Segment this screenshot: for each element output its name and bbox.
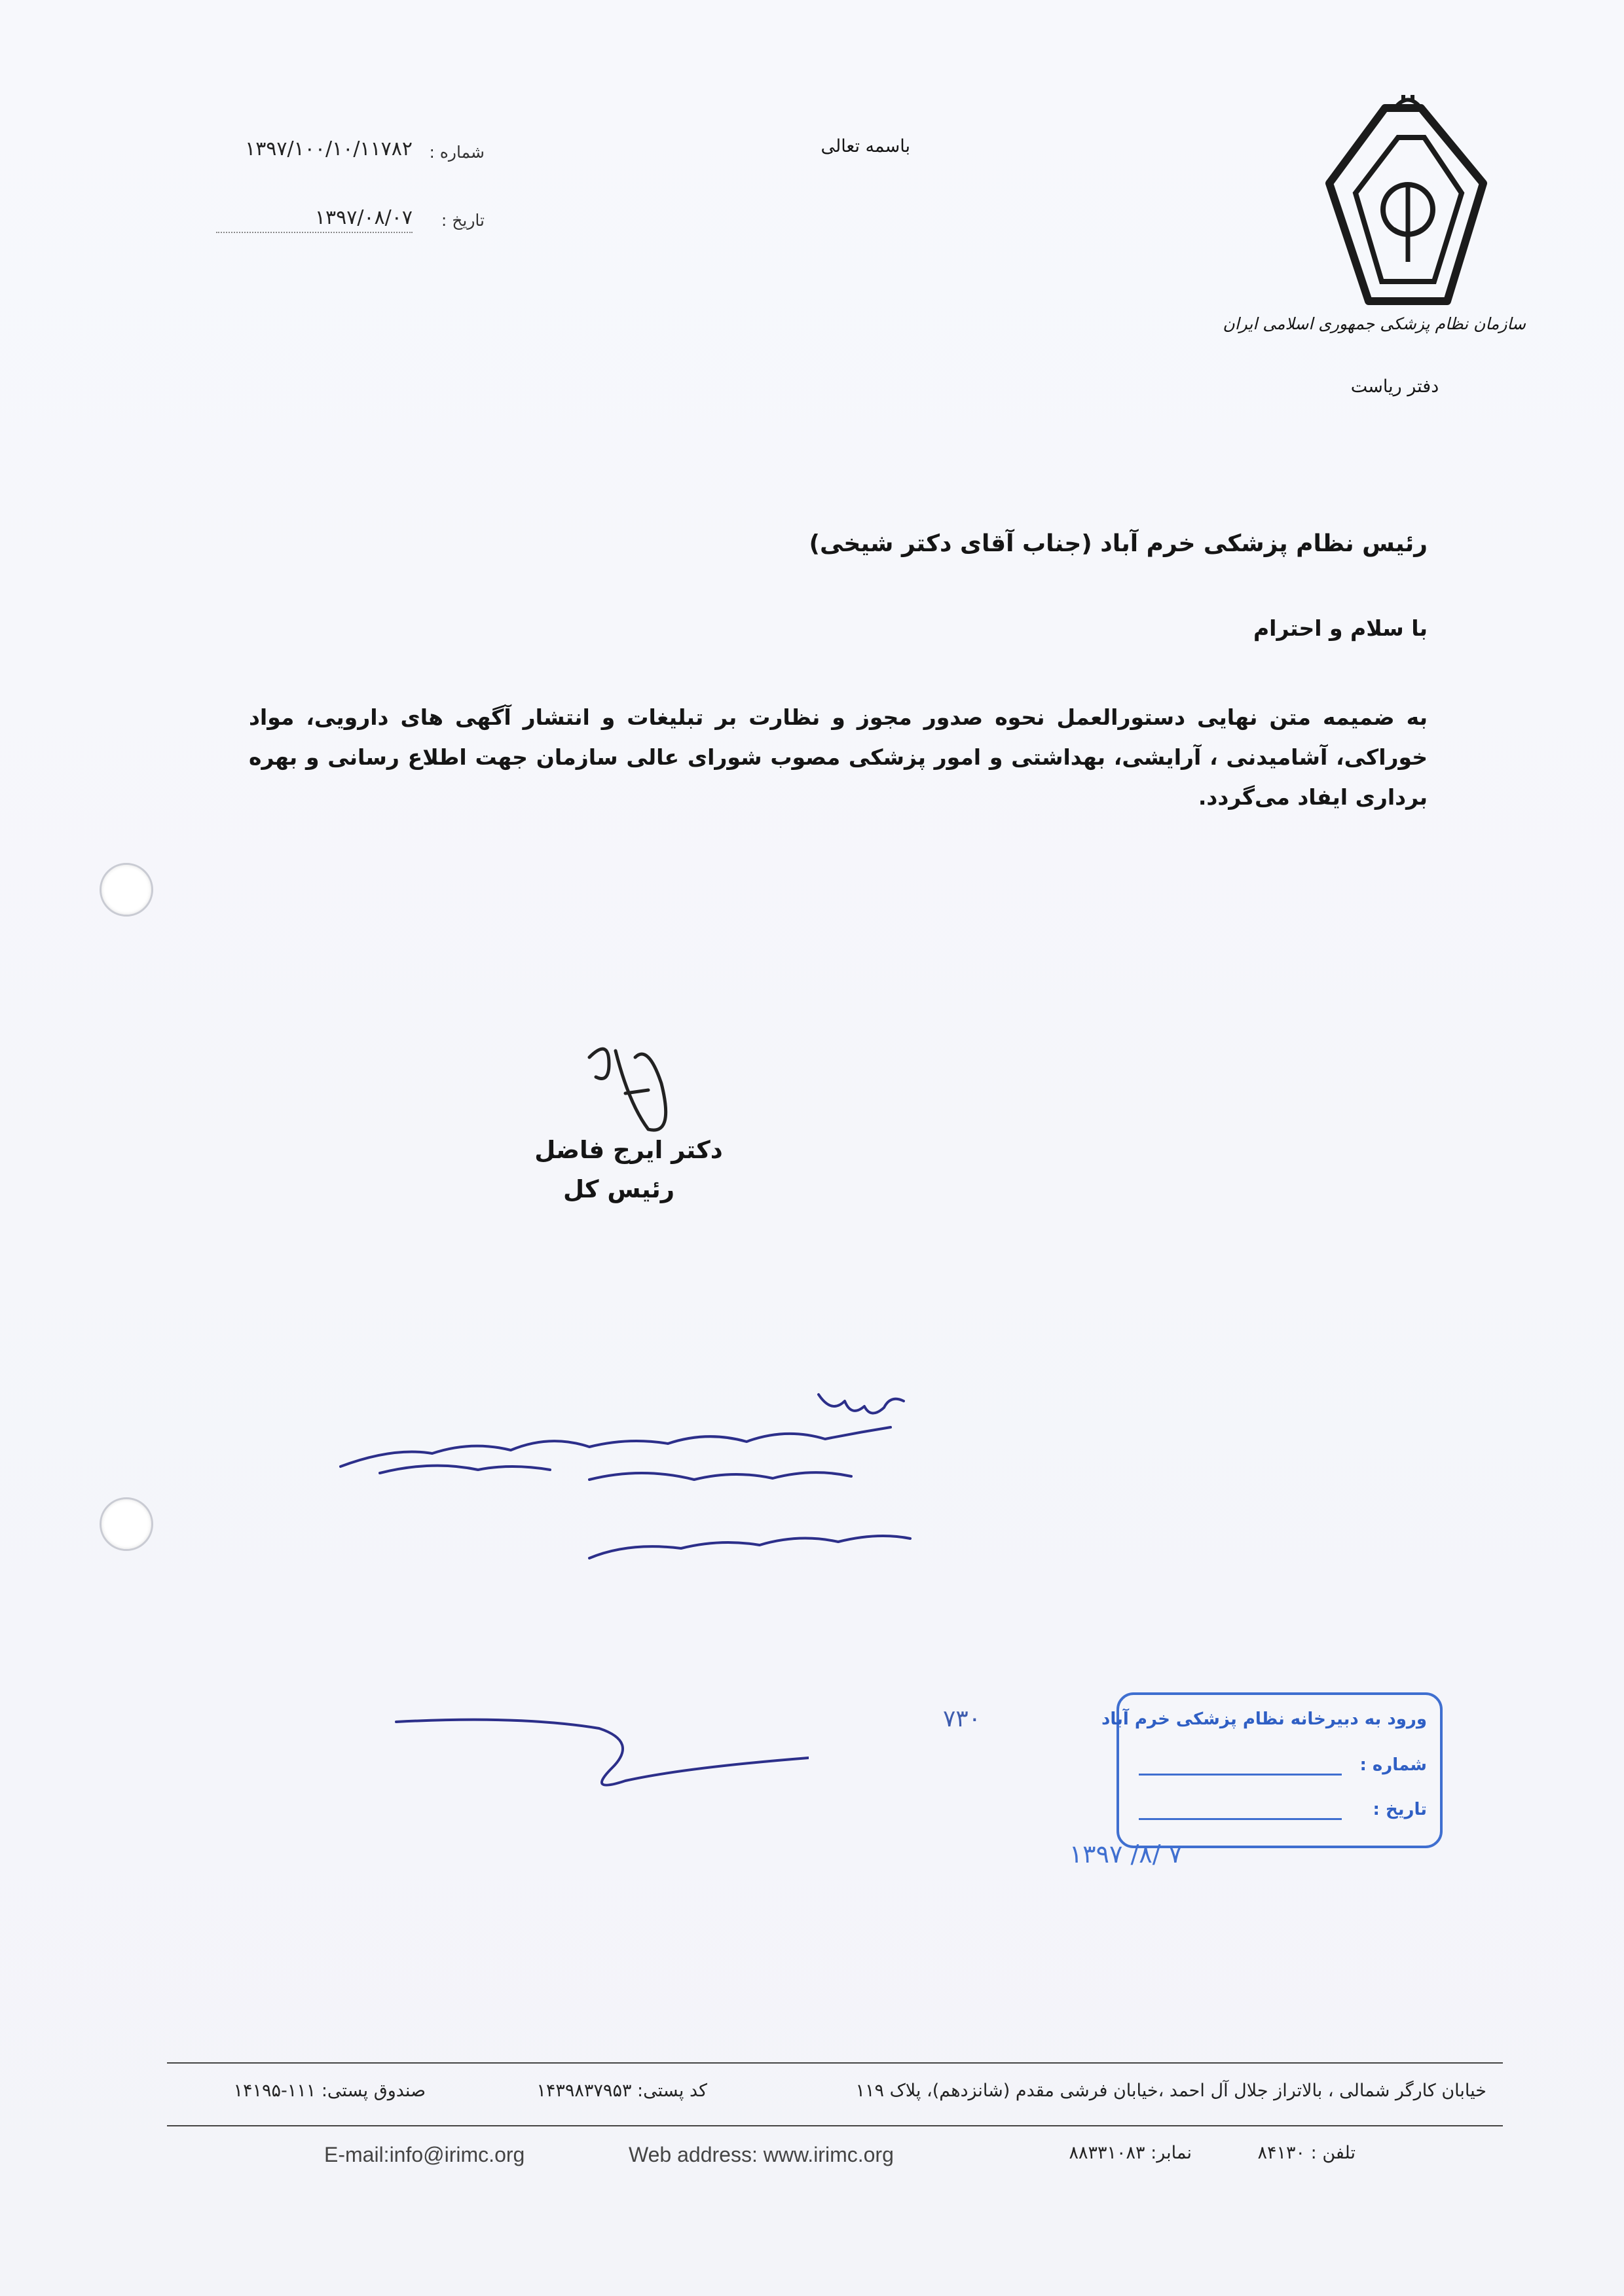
signer-name: دکتر ایرج فاضل xyxy=(534,1136,723,1164)
org-name: سازمان نظام پزشکی جمهوری اسلامی ایران xyxy=(1223,314,1526,333)
footer-email[interactable]: E-mail:info@irimc.org xyxy=(324,2143,525,2166)
annotation-number: ۷۳۰ xyxy=(943,1705,982,1732)
handwritten-underline xyxy=(390,1702,809,1807)
footer-phone: تلفن : ۸۴۱۳۰ xyxy=(1257,2143,1356,2163)
footer-top-rule xyxy=(167,2062,1503,2064)
footer-fax: نمابر: ۸۸۳۳۱۰۸۳ xyxy=(1069,2143,1192,2163)
punch-hole-bottom xyxy=(100,1497,153,1551)
footer-web[interactable]: Web address: www.irimc.org xyxy=(629,2143,894,2166)
logo-block xyxy=(1223,95,1532,403)
footer-bottom-rule xyxy=(167,2125,1503,2126)
stamp-title: ورود به دبیرخانه نظام پزشکی خرم آباد xyxy=(1101,1709,1427,1729)
handwritten-note xyxy=(314,1381,982,1604)
letter-body: به ضمیمه متن نهایی دستورالعمل نحوه صدور مجوز و نظارت بر تبلیغات و انتشار آگهی های دارویی، مواد خوراکی، آشامیدنی ، آرایشی، بهداشتی و امور پزشکی مصوب شورای عالی سازمان جهت اطلاع رسانی و بهره برداری ایفاد می‌گردد. xyxy=(249,704,1428,810)
stamp-date-line xyxy=(1139,1818,1342,1820)
office-label: دفتر ریاست xyxy=(1350,376,1439,397)
date-value: ۱۳۹۷/۰۸/۰۷ xyxy=(216,206,413,233)
signer-title: رئیس کل xyxy=(563,1175,675,1203)
invocation: باسمه تعالی xyxy=(821,136,910,156)
signature-scribble xyxy=(570,1031,688,1142)
registry-stamp xyxy=(1101,1692,1443,1848)
punch-hole-top xyxy=(100,863,153,917)
footer-po-box: صندوق پستی: ۱۱۱-۱۴۱۹۵ xyxy=(233,2081,426,2101)
number-label: شماره : xyxy=(429,143,485,162)
stamp-number-label: شماره : xyxy=(1359,1755,1427,1775)
footer-postal-code: کد پستی: ۱۴۳۹۸۳۷۹۵۳ xyxy=(536,2081,707,2101)
number-value: ۱۳۹۷/۱۰۰/۱۰/۱۱۷۸۲ xyxy=(245,137,413,160)
recipient: رئیس نظام پزشکی خرم آباد (جناب آقای دکتر شیخی) xyxy=(809,530,1428,557)
footer-address: خیابان کارگر شمالی ، بالاتراز جلال آل احمد ،خیابان فرشی مقدم (شانزدهم)، پلاک ۱۱۹ xyxy=(855,2081,1486,2101)
stamp-date-label: تاریخ : xyxy=(1373,1800,1427,1819)
stamp-date-value: ۱۳۹۷ /۸/ ۷ xyxy=(1069,1840,1182,1868)
stamp-number-line xyxy=(1139,1774,1342,1776)
greeting: با سلام و احترام xyxy=(1253,615,1428,641)
medical-council-emblem-icon xyxy=(1283,95,1532,311)
date-label: تاریخ : xyxy=(441,211,485,230)
